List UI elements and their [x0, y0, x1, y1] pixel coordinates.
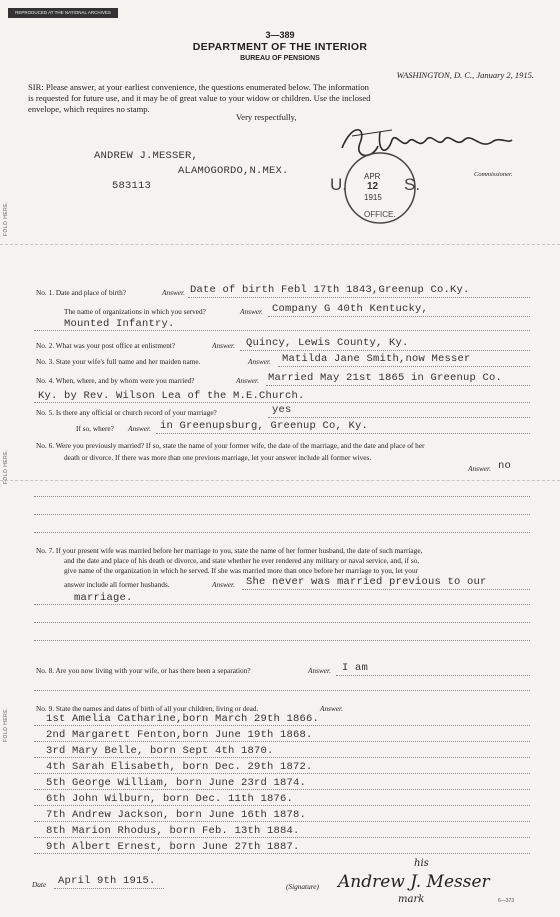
intro-line-3: envelope, which requires no stamp. [28, 104, 150, 114]
rule [34, 330, 530, 331]
q1b-answer: Company G 40th Kentucky, [272, 303, 429, 315]
child-entry: 5th George William, born June 23rd 1874. [46, 777, 307, 789]
q6-answer-label: Answer. [468, 464, 491, 473]
footer-code: 6—373 [498, 898, 515, 904]
rule [54, 888, 164, 889]
fold-label-1: FOLD HERE. [3, 200, 9, 236]
q8-answer-label: Answer. [308, 666, 331, 675]
rule [266, 385, 530, 386]
rule [278, 366, 530, 367]
rule [336, 675, 530, 676]
q5-question: No. 5. Is there any official or church record of your marriage? [36, 408, 217, 417]
child-entry: 7th Andrew Jackson, born June 16th 1878. [46, 809, 307, 821]
rule [268, 417, 530, 418]
child-entry: 2nd Margarett Fenton,born June 19th 1868. [46, 729, 313, 741]
q7-answer-2: marriage. [74, 592, 133, 604]
department-title: DEPARTMENT OF THE INTERIOR [192, 41, 368, 53]
signature-mark: mark [398, 894, 425, 905]
postmark-stamp [330, 148, 426, 232]
rule [34, 853, 530, 854]
rule [34, 837, 530, 838]
address-number: 583113 [112, 180, 152, 192]
child-entry: 8th Marion Rhodus, born Feb. 13th 1884. [46, 825, 300, 837]
rule [34, 604, 530, 605]
q3-answer: Matilda Jane Smith,now Messer [282, 353, 471, 365]
closing: Very respectfully, [236, 112, 297, 122]
rule [34, 622, 530, 623]
q1b-question: The name of organizations in which you served? [64, 307, 206, 316]
rule [156, 433, 530, 434]
q6-answer: no [498, 460, 512, 472]
q5-answer: yes [272, 404, 292, 416]
commissioner-label: Commissioner. [474, 171, 513, 178]
fold-label-3: FOLD HERE. [3, 706, 9, 742]
address-name: ANDREW J.MESSER, [94, 150, 199, 162]
q7-line-1: No. 7. If your present wife was married before her marriage to you, state the name of her former husband, the date of such marriage, [36, 546, 423, 555]
rule [34, 757, 530, 758]
rule [34, 402, 530, 403]
q7-line-2: and the date and place of his death or divorce, and state whether he ever rendered any military or naval service, and, if so, [64, 556, 420, 565]
q7-line-3: give name of the organization in which he served. If she was married more than once before her marriage to you, let your [64, 566, 419, 575]
rule [34, 532, 530, 533]
bureau-title: BUREAU OF PENSIONS [240, 55, 320, 62]
q1-answer-label: Answer. [162, 288, 185, 297]
q1-answer: Date of birth Febl 17th 1843,Greenup Co.Ky. [190, 284, 470, 296]
rule [268, 316, 530, 317]
q5-where-question: If so, where? [76, 424, 114, 433]
address-city: ALAMOGORDO,N.MEX. [178, 165, 289, 177]
rule [34, 690, 530, 691]
rule [34, 805, 530, 806]
archives-stamp: REPRODUCED AT THE NATIONAL ARCHIVES [8, 8, 118, 18]
rule [240, 350, 530, 351]
child-entry: 4th Sarah Elisabeth, born Dec. 29th 1872. [46, 761, 313, 773]
q7-line-4: answer include all former husbands. [64, 580, 170, 589]
place-date: WASHINGTON, D. C., January 2, 1915. [396, 70, 534, 80]
q2-question: No. 2. What was your post office at enlistment? [36, 341, 176, 350]
signature-his: his [414, 858, 429, 869]
signature-name: Andrew J. Messer [338, 872, 490, 892]
q7-answer: She never was married previous to our [246, 576, 487, 588]
fold-label-2: FOLD HERE. [3, 448, 9, 484]
rule [34, 741, 530, 742]
intro-line-2: is requested for future use, and it may be of great value to your widow or children. Use the inclosed [28, 93, 371, 103]
q9-answer-label: Answer. [320, 704, 343, 713]
rule [34, 514, 530, 515]
q3-question: No. 3. State your wife's full name and her maiden name. [36, 357, 201, 366]
q2-answer: Quincy, Lewis County, Ky. [246, 337, 409, 349]
q6-question-continued: death or divorce. If there was more than one previous marriage, let your answer include all former wives. [64, 453, 372, 462]
rule [34, 640, 530, 641]
q9-question: No. 9. State the names and dates of birth of all your children, living or dead. [36, 704, 259, 713]
rule [34, 725, 530, 726]
q4-answer-2: Ky. by Rev. Wilson Lea of the M.E.Church. [38, 390, 305, 402]
q5-where-answer: in Greenupsburg, Greenup Co, Ky. [160, 420, 369, 432]
q3-answer-label: Answer. [248, 357, 271, 366]
date-value: April 9th 1915. [58, 875, 156, 887]
child-entry: 9th Albert Ernest, born June 27th 1887. [46, 841, 300, 853]
q4-answer: Married May 21st 1865 in Greenup Co. [268, 372, 503, 384]
q7-answer-label: Answer. [212, 580, 235, 589]
q8-answer: I am [342, 662, 369, 674]
rule [34, 773, 530, 774]
q5-where-answer-label: Answer. [128, 424, 151, 433]
rule [242, 589, 530, 590]
rule [34, 789, 530, 790]
stamp-left-letter: U. [330, 175, 347, 194]
stamp-right-letter: S. [404, 175, 421, 194]
signature-label: (Signature) [286, 882, 319, 891]
fold-separator-2 [0, 480, 560, 481]
date-label: Date [32, 880, 47, 889]
rule [188, 297, 530, 298]
rule [34, 496, 530, 497]
stamp-month: APR [364, 172, 381, 181]
intro-line-1: SIR: Please answer, at your earliest convenience, the questions enumerated below. The information [28, 82, 369, 92]
stamp-office: OFFICE. [364, 210, 396, 219]
rule [34, 821, 530, 822]
child-entry: 1st Amelia Catharine,born March 29th 1866. [46, 713, 320, 725]
q1b-answer-2: Mounted Infantry. [64, 318, 175, 330]
q4-answer-label: Answer. [236, 376, 259, 385]
q1b-answer-label: Answer. [240, 307, 263, 316]
q1-question: No. 1. Date and place of birth? [36, 288, 126, 297]
stamp-year: 1915 [364, 193, 382, 202]
child-entry: 6th John Wilburn, born Dec. 11th 1876. [46, 793, 294, 805]
child-entry: 3rd Mary Belle, born Sept 4th 1870. [46, 745, 274, 757]
q6-question: No. 6. Were you previously married? If so, state the name of your former wife, the date of the marriage, and the date and place of her [36, 441, 425, 450]
q4-question: No. 4. When, where, and by whom were you married? [36, 376, 195, 385]
q2-answer-label: Answer. [212, 341, 235, 350]
form-number: 3—389 [265, 30, 295, 40]
stamp-day: 12 [367, 181, 379, 192]
q8-question: No. 8. Are you now living with your wife, or has there been a separation? [36, 666, 251, 675]
fold-separator-1 [0, 244, 560, 245]
